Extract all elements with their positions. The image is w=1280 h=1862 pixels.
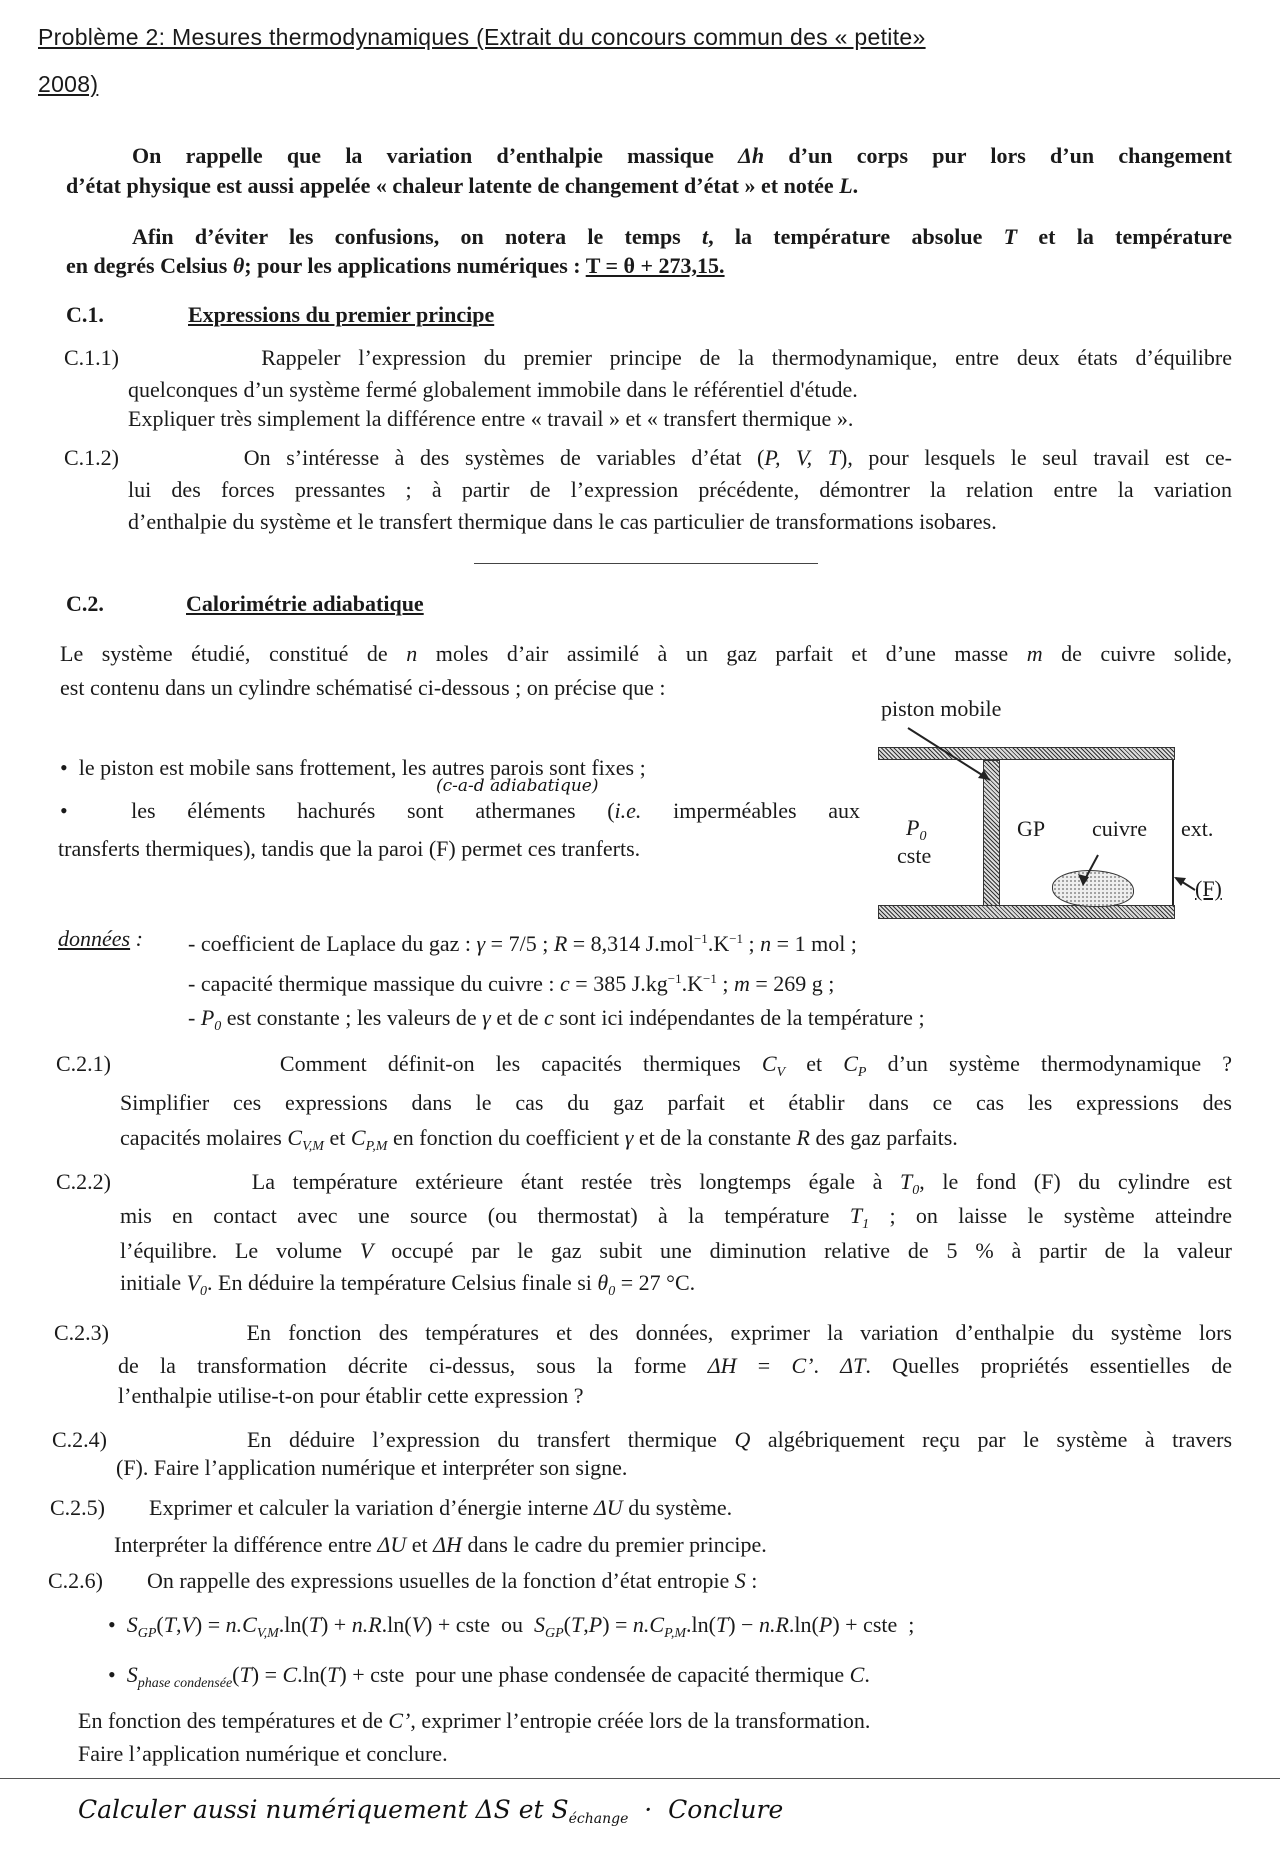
text-segment: ΔT xyxy=(840,1353,866,1378)
text-segment: , la température absolue xyxy=(708,224,1004,249)
text-segment: . Quelles propriétés essentielles de xyxy=(865,1353,1232,1378)
text-segment: ΔU xyxy=(377,1532,407,1557)
text-segment: T xyxy=(163,1612,176,1637)
text-segment: S xyxy=(734,1568,746,1593)
text-segment: n.C xyxy=(225,1612,257,1637)
text-segment: 0 xyxy=(200,1284,208,1299)
text-segment: = xyxy=(736,1353,792,1378)
text-segment: n xyxy=(760,931,772,956)
handwritten-note: (c-a-d adiabatique) xyxy=(436,776,599,796)
text-segment: 0 xyxy=(608,1284,616,1299)
text-segment: C.1. xyxy=(66,302,104,327)
text-segment: L xyxy=(839,173,853,198)
text-segment: = 8,314 J.mol xyxy=(567,931,694,956)
question-c12-cont2 xyxy=(128,509,997,535)
text-segment: V xyxy=(411,1612,426,1637)
question-c23-cont2 xyxy=(118,1383,584,1409)
text-segment: i.e. xyxy=(614,798,642,823)
text-segment: 0 xyxy=(214,1019,222,1034)
text-segment: γ xyxy=(476,931,486,956)
text-segment: S xyxy=(126,1662,138,1687)
text-segment: en fonction du coefficient xyxy=(387,1125,625,1150)
text-segment: en degrés Celsius xyxy=(66,253,233,278)
text-segment: V,M xyxy=(302,1139,324,1154)
text-segment: γ xyxy=(482,1005,491,1030)
data-pressure xyxy=(188,1005,925,1040)
text-segment: phase condensée xyxy=(137,1676,233,1691)
text-segment: ) + xyxy=(320,1612,352,1637)
text-segment: −1 xyxy=(667,971,682,986)
text-segment: C xyxy=(843,1051,858,1076)
text-segment: est constante ; les valeurs de xyxy=(221,1005,483,1030)
text-segment: C.1.1) Rappeler l’expression du premier principe de la thermodynamique, entre deux états d’équilibre xyxy=(64,345,1232,370)
text-segment: Δh xyxy=(738,143,765,168)
text-segment: C xyxy=(350,1125,366,1150)
question-c23 xyxy=(54,1320,1232,1346)
text-segment: , xyxy=(175,1612,182,1637)
question-c26 xyxy=(48,1568,757,1594)
text-segment: t xyxy=(702,224,709,249)
text-segment: . xyxy=(852,173,859,198)
text-segment: , xyxy=(583,1612,589,1637)
bullet-athermanes xyxy=(60,798,860,824)
text-segment: du système. xyxy=(622,1495,733,1520)
donnees-label xyxy=(58,926,143,952)
text-segment: GP xyxy=(137,1626,157,1641)
handwritten-instruction xyxy=(78,1797,783,1832)
text-segment: ), pour lesquels le seul travail est ce- xyxy=(840,445,1232,470)
text-segment: - xyxy=(188,1005,201,1030)
question-c24 xyxy=(52,1427,1232,1453)
question-c22-cont2 xyxy=(120,1238,1232,1264)
question-c11-cont xyxy=(128,377,858,403)
text-segment: V xyxy=(359,1238,374,1263)
copper-label: cuivre xyxy=(1092,816,1147,841)
text-segment: . xyxy=(813,1353,841,1378)
text-segment: −1 xyxy=(729,931,744,946)
text-segment: P xyxy=(200,1005,215,1030)
footer-divider xyxy=(0,1778,1280,1779)
section-c2-number xyxy=(66,591,104,617)
text-segment: C xyxy=(849,1662,865,1687)
text-segment: • xyxy=(108,1612,127,1637)
text-segment: n xyxy=(406,641,418,666)
intro-paragraph-2-cont xyxy=(66,253,725,279)
text-segment: et xyxy=(785,1051,844,1076)
text-segment: , le fond (F) du cylindre est xyxy=(919,1169,1232,1194)
section-c2-heading xyxy=(186,591,424,617)
text-segment: et la température xyxy=(1017,224,1232,249)
text-segment: .ln( xyxy=(278,1612,309,1637)
text-segment: Simplifier ces expressions dans le cas du gaz parfait et établir dans ce cas les expressions des xyxy=(120,1090,1232,1115)
text-segment: · Conclure xyxy=(628,1795,784,1824)
text-segment: - capacité thermique massique du cuivre : xyxy=(188,971,561,996)
entropy-formula-condensed xyxy=(108,1662,870,1697)
section-c1-heading xyxy=(188,302,494,328)
text-segment: .ln( xyxy=(297,1662,328,1687)
question-c22-cont3 xyxy=(120,1270,695,1305)
text-segment: ) + cste ou xyxy=(425,1612,534,1637)
question-c26-cont xyxy=(78,1708,870,1734)
text-segment: T xyxy=(327,1662,340,1687)
text-segment: de la transformation décrite ci-dessus, sous la forme xyxy=(118,1353,708,1378)
text-segment: (F). Faire l’application numérique et interpréter son signe. xyxy=(116,1455,628,1480)
text-segment: P xyxy=(588,1612,603,1637)
c2-intro xyxy=(60,641,1232,667)
text-segment: sont ici indépendantes de la température ; xyxy=(553,1005,925,1030)
text-segment: ΔH xyxy=(433,1532,462,1557)
text-segment: −1 xyxy=(693,931,708,946)
text-segment: d’état physique est aussi appelée « chaleur latente de changement d’état » et notée xyxy=(66,173,840,198)
text-segment: C.2.2) La température extérieure étant restée très longtemps égale à xyxy=(56,1169,901,1194)
text-segment: échange xyxy=(568,1811,629,1827)
text-segment: d’enthalpie du système et le transfert thermique dans le cas particulier de transformations isobares. xyxy=(128,509,997,534)
text-segment: T xyxy=(1003,224,1018,249)
text-segment: ) = xyxy=(194,1612,226,1637)
text-segment: ) = xyxy=(251,1662,283,1687)
text-segment: et de la constante xyxy=(633,1125,797,1150)
text-segment: On rappelle que la variation d’enthalpie massique xyxy=(132,143,739,168)
text-segment: d’un système thermodynamique ? xyxy=(866,1051,1232,1076)
text-segment: n.R xyxy=(758,1612,789,1637)
text-segment: C.2.1) Comment définit-on les capacités thermiques xyxy=(56,1051,762,1076)
text-segment: mis en contact avec une source (ou thermostat) à la température xyxy=(120,1203,850,1228)
text-segment: C.2.4) En déduire l’expression du transfert thermique xyxy=(52,1427,735,1452)
text-segment: θ xyxy=(597,1270,609,1295)
text-segment: C.2.5) Exprimer et calculer la variation d’énergie interne xyxy=(50,1495,594,1520)
text-segment: . En déduire la température Celsius finale si xyxy=(207,1270,598,1295)
data-gas xyxy=(188,926,857,957)
text-segment: capacités molaires xyxy=(120,1125,288,1150)
text-segment: P xyxy=(857,1065,867,1080)
text-segment: données xyxy=(58,926,131,951)
text-segment: 2008) xyxy=(38,71,99,97)
text-segment: m xyxy=(733,971,750,996)
text-segment: n.C xyxy=(632,1612,665,1637)
text-segment: .K xyxy=(707,931,730,956)
text-segment: algébriquement reçu par le système à travers xyxy=(750,1427,1233,1452)
text-segment: Expliquer très simplement la différence entre « travail » et « transfert thermique ». xyxy=(128,406,854,431)
text-segment: initiale xyxy=(120,1270,187,1295)
text-segment: T xyxy=(849,1203,863,1228)
problem-title-year xyxy=(38,71,98,97)
question-c21-cont2 xyxy=(120,1125,958,1160)
text-segment: 0 xyxy=(919,829,927,844)
text-segment: quelconques d’un système fermé globalement immobile dans le référentiel d'étude. xyxy=(128,377,858,402)
text-segment: C xyxy=(287,1125,303,1150)
piston-label: piston mobile xyxy=(881,696,1002,721)
text-segment: C xyxy=(282,1662,298,1687)
text-segment: ; xyxy=(743,931,761,956)
text-segment: S xyxy=(126,1612,138,1637)
text-segment: En fonction des températures et de xyxy=(78,1708,389,1733)
text-segment: .ln( xyxy=(686,1612,716,1637)
text-segment: • le piston est mobile sans frottement, les autres parois sont fixes ; xyxy=(60,755,646,780)
exterior-label: ext. xyxy=(1181,816,1214,841)
text-segment: P,M xyxy=(365,1139,388,1154)
text-segment: P, V, T xyxy=(764,445,840,470)
text-segment: ; xyxy=(716,971,734,996)
text-segment: moles d’air assimilé à un gaz parfait et d’une masse xyxy=(417,641,1027,666)
text-segment: = 7/5 ; xyxy=(485,931,554,956)
text-segment: 0 xyxy=(912,1183,920,1198)
text-segment: dans le cadre du premier principe. xyxy=(461,1532,767,1557)
text-segment: T xyxy=(308,1612,321,1637)
text-segment: • les éléments hachurés sont athermanes ( xyxy=(60,798,615,823)
text-segment: occupé par le gaz subit une diminution relative de 5 % à partir de la valeur xyxy=(373,1238,1232,1263)
text-segment: = 385 J.kg xyxy=(569,971,668,996)
intro-paragraph-1-cont xyxy=(66,173,858,199)
text-segment: C.2.3) En fonction des températures et des données, exprimer la variation d’enthalpie du système lors xyxy=(54,1320,1232,1345)
text-segment: : xyxy=(130,926,143,951)
text-segment: T xyxy=(715,1612,729,1637)
text-segment: C’ xyxy=(791,1353,814,1378)
text-segment: γ xyxy=(624,1125,634,1150)
text-segment: T xyxy=(900,1169,913,1194)
text-segment: R xyxy=(553,931,568,956)
text-segment: c xyxy=(560,971,570,996)
text-segment: 1 xyxy=(862,1217,870,1232)
text-segment: −1 xyxy=(703,971,717,986)
text-segment: et xyxy=(323,1125,351,1150)
text-segment: V xyxy=(181,1612,195,1637)
text-segment: V xyxy=(776,1065,786,1080)
text-segment: ( xyxy=(563,1612,571,1637)
text-segment: l’équilibre. Le volume xyxy=(120,1238,360,1263)
text-segment: ) = xyxy=(602,1612,633,1637)
section-divider xyxy=(474,563,818,564)
text-segment: C xyxy=(761,1051,777,1076)
pressure-label xyxy=(906,815,926,845)
text-segment: V,M xyxy=(256,1626,279,1641)
text-segment: = 27 °C. xyxy=(615,1270,696,1295)
text-segment: = 269 g ; xyxy=(749,971,835,996)
text-segment: c xyxy=(543,1005,554,1030)
text-segment: Calorimétrie adiabatique xyxy=(186,591,424,616)
text-segment: C.1.2) On s’intéresse à des systèmes de variables d’état ( xyxy=(64,445,765,470)
question-c23-cont xyxy=(118,1353,1232,1379)
text-segment: V xyxy=(186,1270,201,1295)
entropy-formula-gas xyxy=(108,1612,914,1647)
text-segment: R xyxy=(796,1125,810,1150)
text-segment: des gaz parfaits. xyxy=(809,1125,958,1150)
question-c22-cont xyxy=(120,1203,1232,1238)
piston-arrow-icon xyxy=(908,728,990,780)
text-segment: ) + cste ; xyxy=(832,1612,915,1637)
text-segment: .K xyxy=(681,971,703,996)
constant-label: cste xyxy=(897,843,932,868)
text-segment: .ln( xyxy=(788,1612,819,1637)
text-segment: transferts thermiques), tandis que la paroi (F) permet ces tranferts. xyxy=(58,836,641,861)
text-segment: ( xyxy=(232,1662,240,1687)
problem-title xyxy=(38,24,1273,50)
text-segment: θ xyxy=(232,253,245,278)
text-segment: n.R xyxy=(351,1612,382,1637)
text-segment: d’un corps pur lors d’un changement xyxy=(764,143,1232,168)
text-segment: Problème 2: Mesures thermodynamiques (Extrait du concours commun des « petite» xyxy=(38,24,926,50)
question-c21 xyxy=(56,1051,1232,1086)
data-copper xyxy=(188,966,834,997)
text-segment: S xyxy=(533,1612,545,1637)
text-segment: et de xyxy=(490,1005,544,1030)
wall-f-label: (F) xyxy=(1195,876,1222,901)
text-segment: Q xyxy=(734,1427,751,1452)
intro-paragraph-1 xyxy=(132,143,1232,169)
text-segment: P,M xyxy=(664,1626,687,1641)
text-segment: C’ xyxy=(388,1708,411,1733)
text-segment: Calculer aussi numériquement ΔS et S xyxy=(78,1795,569,1824)
text-segment: ; pour les applications numériques : xyxy=(244,253,586,278)
text-segment: est contenu dans un cylindre schématisé ci-dessous ; on précise que : xyxy=(60,675,666,700)
text-segment: Le système étudié, constitué de xyxy=(60,641,407,666)
question-c22 xyxy=(56,1169,1232,1204)
text-segment: T xyxy=(239,1662,252,1687)
c2-intro-cont xyxy=(60,675,665,701)
text-segment: Interpréter la différence entre xyxy=(114,1532,378,1557)
text-segment: P xyxy=(906,815,920,840)
text-segment: ) − xyxy=(728,1612,759,1637)
text-segment: T xyxy=(570,1612,584,1637)
text-segment: C.2. xyxy=(66,591,104,616)
text-segment: : xyxy=(745,1568,758,1593)
question-c11 xyxy=(64,345,1232,371)
text-segment: ; on laisse le système atteindre xyxy=(869,1203,1232,1228)
question-c26-cont2 xyxy=(78,1741,448,1767)
text-segment: ( xyxy=(156,1612,164,1637)
text-segment: . xyxy=(864,1662,870,1687)
text-segment: lui des forces pressantes ; à partir de l’expression précédente, démontrer la relation entre la variation xyxy=(128,477,1232,502)
text-segment: Faire l’application numérique et conclure. xyxy=(78,1741,448,1766)
text-segment: l’enthalpie utilise-t-on pour établir cette expression ? xyxy=(118,1383,584,1408)
text-segment: • xyxy=(108,1662,127,1687)
text-segment: P xyxy=(818,1612,833,1637)
question-c24-cont xyxy=(116,1455,627,1481)
text-segment: Afin d’éviter les confusions, on notera le temps xyxy=(132,224,703,249)
question-c12 xyxy=(64,445,1232,471)
text-segment: C.2.6) On rappelle des expressions usuelles de la fonction d’état entropie xyxy=(48,1568,735,1593)
text-segment: Expressions du premier principe xyxy=(188,302,495,327)
text-segment: ΔU xyxy=(593,1495,623,1520)
section-c1-number xyxy=(66,302,104,328)
text-segment: = 1 mol ; xyxy=(771,931,857,956)
question-c21-cont xyxy=(120,1090,1232,1116)
question-c25-cont xyxy=(114,1532,767,1558)
text-segment: - coefficient de Laplace du gaz : xyxy=(188,931,477,956)
text-segment: et xyxy=(406,1532,434,1557)
text-segment: GP xyxy=(544,1626,564,1641)
gas-label: GP xyxy=(1017,816,1046,841)
question-c11-cont2 xyxy=(128,406,853,432)
question-c25 xyxy=(50,1495,732,1521)
text-segment: T = θ + 273,15. xyxy=(585,253,725,278)
text-segment: , exprimer l’entropie créée lors de la transformation. xyxy=(410,1708,871,1733)
text-segment: ) + cste pour une phase condensée de capacité thermique xyxy=(339,1662,850,1687)
text-segment: m xyxy=(1026,641,1043,666)
text-segment: imperméables aux xyxy=(641,798,860,823)
text-segment: ΔH xyxy=(707,1353,737,1378)
question-c12-cont xyxy=(128,477,1232,503)
text-segment: .ln( xyxy=(381,1612,412,1637)
intro-paragraph-2 xyxy=(132,224,1232,250)
text-segment: de cuivre solide, xyxy=(1042,641,1232,666)
bullet-athermanes-cont xyxy=(58,836,640,862)
